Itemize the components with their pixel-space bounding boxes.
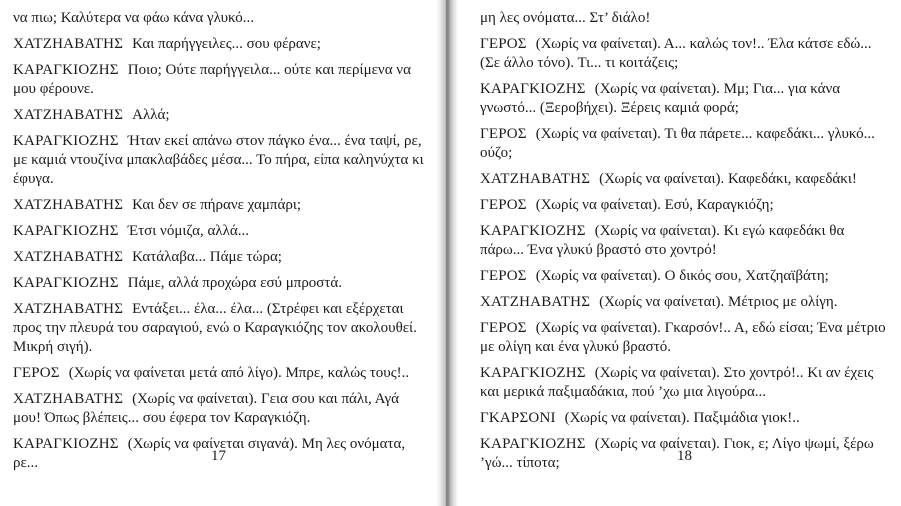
speaker-name: ΧΑΤΖΗΑΒΑΤΗΣ [13, 197, 124, 213]
dialogue-text: (Χωρίς να φαίνεται). Α... καλώς τον!.. Έλα κάτσε εδώ... (Σε άλλο τόνο). Τι... τι κοιτάζεις; [480, 36, 872, 71]
speaker-name: ΚΑΡΑΓΚΙΟΖΗΣ [480, 365, 586, 381]
dialogue-text: Και δεν σε πήρανε χαμπάρι; [132, 197, 302, 213]
dialogue-text: Εντάξει... έλα... έλα... (Στρέφει και εξέρχεται προς την πλευρά του σαραγιού, ενώ ο Καραγκιόζης τον ακολουθεί. Μικρή σιγή). [13, 301, 417, 355]
dialogue-paragraph [13, 9, 424, 28]
speaker-name: ΧΑΤΖΗΑΒΑΤΗΣ [13, 249, 124, 265]
dialogue-paragraph [13, 132, 424, 189]
dialogue-text: (Χωρίς να φαίνεται μετά από λίγο). Μπρε, καλώς τους!.. [68, 365, 410, 381]
dialogue-paragraph [480, 409, 889, 428]
speaker-name: ΚΑΡΑΓΚΙΟΖΗΣ [480, 81, 586, 97]
dialogue-text: (Χωρίς να φαίνεται). Ο δικός σου, Χατζηαϊβάτη; [535, 268, 829, 284]
dialogue-paragraph [13, 35, 424, 54]
dialogue-paragraph [480, 170, 889, 189]
dialogue-text: (Χωρίς να φαίνεται). Τι θα πάρετε... καφεδάκι... γλυκό... ούζο; [480, 126, 875, 161]
dialogue-text: Ποιο; Ούτε παρήγγειλα... ούτε και περίμενα να μου φέρουνε. [13, 62, 411, 97]
speaker-name: ΚΑΡΑΓΚΙΟΖΗΣ [13, 223, 119, 239]
dialogue-text: μη λες ονόματα... Στ’ διάλο! [480, 10, 651, 26]
speaker-name: ΧΑΤΖΗΑΒΑΤΗΣ [480, 294, 591, 310]
speaker-name: ΧΑΤΖΗΑΒΑΤΗΣ [13, 107, 124, 123]
dialogue-paragraph [480, 9, 889, 28]
dialogue-text: (Χωρίς να φαίνεται). Κι εγώ καφεδάκι θα πάρω... Ένα γλυκύ βραστό στο χοντρό! [480, 223, 845, 258]
dialogue-text: (Χωρίς να φαίνεται). Γεια σου και πάλι, Αγά μου! Όπως βλέπεις... σου έφερα τον Καραγκιόζη. [13, 391, 399, 426]
page-number: 17 [211, 448, 226, 464]
dialogue-text: Κατάλαβα... Πάμε τώρα; [132, 249, 282, 265]
speaker-name: ΚΑΡΑΓΚΙΟΖΗΣ [13, 275, 119, 291]
dialogue-text: (Χωρίς να φαίνεται). Μέτριος με ολίγη. [599, 294, 838, 310]
dialogue-paragraph [480, 267, 889, 286]
dialogue-paragraph [13, 248, 424, 267]
dialogue-paragraph [13, 61, 424, 99]
dialogue-paragraph [13, 274, 424, 293]
dialogue-paragraph [480, 364, 889, 402]
speaker-name: ΓΕΡΟΣ [480, 197, 527, 213]
dialogue-paragraph [13, 222, 424, 241]
page-right [450, 0, 901, 506]
dialogue-text: (Χωρίς να φαίνεται). Στο χοντρό!.. Κι αν έχεις και μερικά παξιμαδάκια, πού ’χω μια λιγούρα... [480, 365, 874, 400]
speaker-name: ΓΕΡΟΣ [480, 36, 527, 52]
dialogue-text: (Χωρίς να φαίνεται). Παξιμάδια γιοκ!.. [564, 410, 800, 426]
speaker-name: ΓΕΡΟΣ [13, 365, 60, 381]
dialogue-paragraph [480, 196, 889, 215]
dialogue-text: Αλλά; [132, 107, 170, 123]
speaker-name: ΧΑΤΖΗΑΒΑΤΗΣ [480, 171, 591, 187]
dialogue-text: (Χωρίς να φαίνεται). Γκαρσόν!.. Α, εδώ είσαι; Ένα μέτριο με ολίγη και ένα γλυκύ βραστό. [480, 320, 886, 355]
dialogue-text: Ήταν εκεί απάνω στον πάγκο ένα... ένα ταψί, ρε, με καμιά ντουζίνα μπακλαβάδες μέσα... Το πήρα, είπα καληνύχτα κι έφυγα. [13, 133, 424, 187]
dialogue-paragraph [480, 80, 889, 118]
dialogue-text: (Χωρίς να φαίνεται). Καφεδάκι, καφεδάκι! [599, 171, 857, 187]
dialogue-paragraph [480, 319, 889, 357]
speaker-name: ΧΑΤΖΗΑΒΑΤΗΣ [13, 36, 124, 52]
page-number: 18 [677, 448, 692, 464]
book-spine [436, 0, 458, 506]
speaker-name: ΚΑΡΑΓΚΙΟΖΗΣ [480, 223, 586, 239]
dialogue-paragraph [13, 300, 424, 357]
speaker-name: ΚΑΡΑΓΚΙΟΖΗΣ [480, 436, 586, 452]
dialogue-paragraph [13, 390, 424, 428]
dialogue-text: (Χωρίς να φαίνεται). Γιοκ, ε; Λίγο ψωμί, ξέρω ’γώ... τίποτα; [480, 436, 874, 471]
speaker-name: ΓΕΡΟΣ [480, 320, 527, 336]
dialogue-text: Πάμε, αλλά προχώρα εσύ μπροστά. [127, 275, 343, 291]
speaker-name: ΧΑΤΖΗΑΒΑΤΗΣ [13, 391, 124, 407]
speaker-name: ΚΑΡΑΓΚΙΟΖΗΣ [13, 62, 119, 78]
dialogue-text: (Χωρίς να φαίνεται). Μμ; Για... για κάνα γνωστό... (Ξεροβήχει). Ξέρεις καμιά φορά; [480, 81, 841, 116]
page-body [13, 9, 424, 473]
speaker-name: ΚΑΡΑΓΚΙΟΖΗΣ [13, 133, 119, 149]
page-body [480, 9, 889, 473]
dialogue-text: (Χωρίς να φαίνεται σιγανά). Μη λες ονόματα, ρε... [13, 436, 406, 471]
speaker-name: ΓΕΡΟΣ [480, 126, 527, 142]
dialogue-paragraph [480, 293, 889, 312]
dialogue-text: Και παρήγγειλες... σου φέρανε; [132, 36, 321, 52]
dialogue-paragraph [13, 106, 424, 125]
dialogue-paragraph [13, 364, 424, 383]
speaker-name: ΓΕΡΟΣ [480, 268, 527, 284]
dialogue-paragraph [480, 125, 889, 163]
dialogue-text: Έτσι νόμιζα, αλλά... [127, 223, 249, 239]
dialogue-text: (Χωρίς να φαίνεται). Εσύ, Καραγκιόζη; [535, 197, 774, 213]
speaker-name: ΧΑΤΖΗΑΒΑΤΗΣ [13, 301, 124, 317]
speaker-name: ΓΚΑΡΣΟΝΙ [480, 410, 556, 426]
dialogue-paragraph [480, 222, 889, 260]
dialogue-text: να πιω; Καλύτερα να φάω κάνα γλυκό... [13, 10, 255, 26]
dialogue-paragraph [480, 35, 889, 73]
speaker-name: ΚΑΡΑΓΚΙΟΖΗΣ [13, 436, 119, 452]
page-left [0, 0, 450, 506]
dialogue-paragraph [13, 196, 424, 215]
